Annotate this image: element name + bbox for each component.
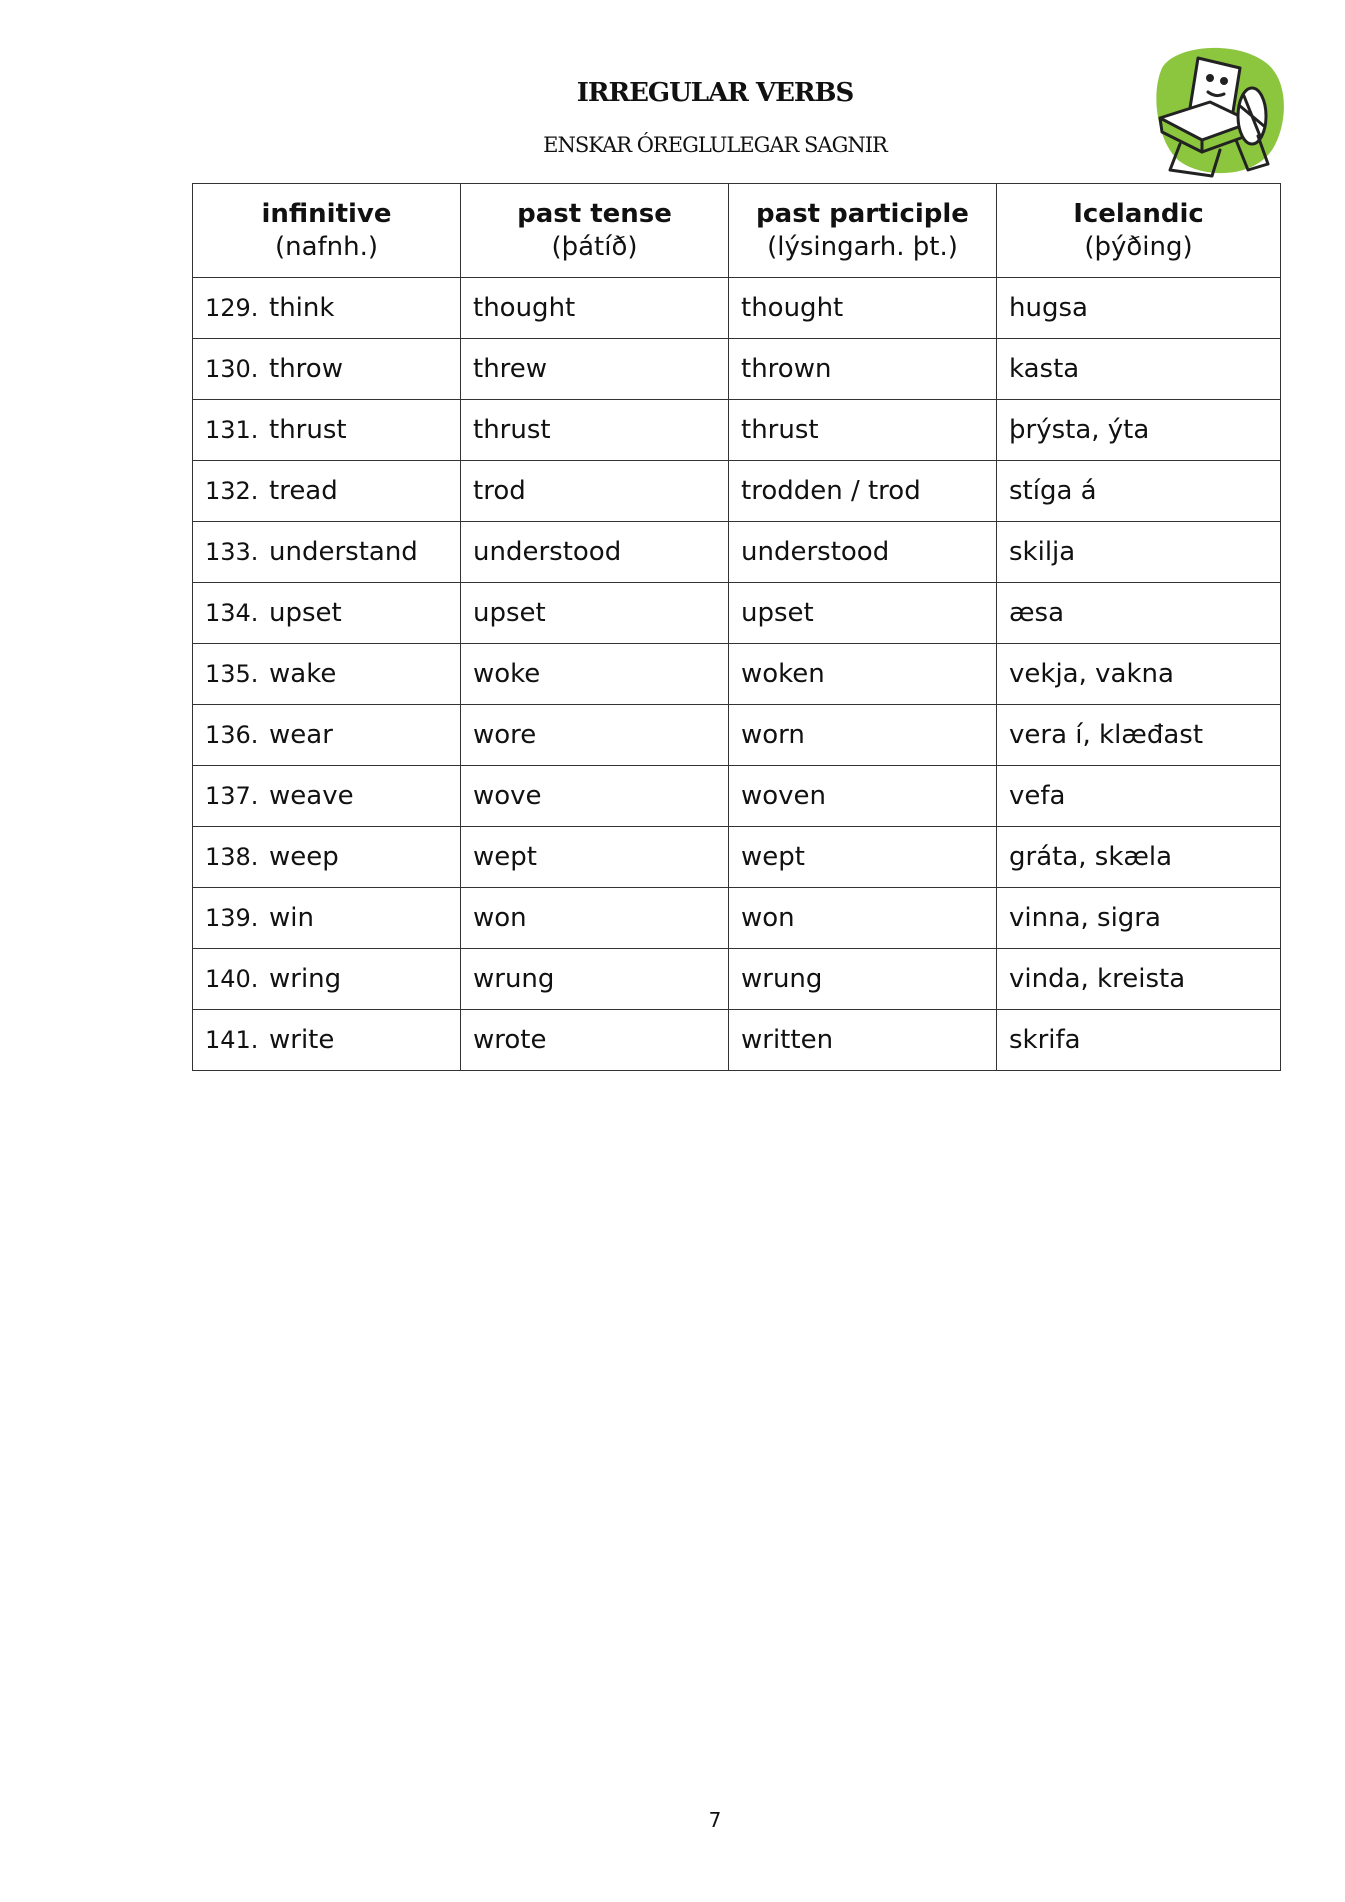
page-subtitle: ENSKAR ÓREGLULEGAR SAGNIR xyxy=(543,133,887,157)
row-number: 130. xyxy=(205,355,259,383)
cell-infinitive xyxy=(193,949,461,1010)
infinitive-text: win xyxy=(269,903,314,933)
table-row xyxy=(193,522,1281,583)
cell-icelandic: vinna, sigra xyxy=(997,888,1281,949)
infinitive-text: upset xyxy=(269,598,342,628)
row-number: 138. xyxy=(205,843,259,871)
header-icelandic xyxy=(997,184,1281,278)
cell-infinitive xyxy=(193,644,461,705)
cell-icelandic: þrýsta, ýta xyxy=(997,400,1281,461)
table-header-row xyxy=(193,184,1281,278)
infinitive-text: wake xyxy=(269,659,337,689)
cell-past-tense: wrung xyxy=(461,949,729,1010)
table-row xyxy=(193,400,1281,461)
cell-icelandic: stíga á xyxy=(997,461,1281,522)
table-row xyxy=(193,339,1281,400)
row-number: 139. xyxy=(205,904,259,932)
cell-past-participle: wept xyxy=(729,827,997,888)
cell-past-participle: thought xyxy=(729,278,997,339)
infinitive-text: wring xyxy=(269,964,342,994)
infinitive-text: write xyxy=(269,1025,335,1055)
cell-past-tense: understood xyxy=(461,522,729,583)
row-number: 133. xyxy=(205,538,259,566)
cell-past-participle: woken xyxy=(729,644,997,705)
cell-past-participle: woven xyxy=(729,766,997,827)
table-row xyxy=(193,827,1281,888)
cell-infinitive xyxy=(193,400,461,461)
row-number: 135. xyxy=(205,660,259,688)
cell-past-participle: thrust xyxy=(729,400,997,461)
cell-infinitive xyxy=(193,1010,461,1071)
table-row xyxy=(193,888,1281,949)
cell-past-tense: won xyxy=(461,888,729,949)
cell-past-tense: wove xyxy=(461,766,729,827)
infinitive-text: weep xyxy=(269,842,339,872)
header-infinitive xyxy=(193,184,461,278)
row-number: 131. xyxy=(205,416,259,444)
cell-past-participle: worn xyxy=(729,705,997,766)
cell-infinitive xyxy=(193,827,461,888)
cell-icelandic: vefa xyxy=(997,766,1281,827)
cell-icelandic: kasta xyxy=(997,339,1281,400)
table-row xyxy=(193,1010,1281,1071)
cell-icelandic: skilja xyxy=(997,522,1281,583)
irregular-verbs-table xyxy=(192,183,1281,1071)
row-number: 140. xyxy=(205,965,259,993)
table-row xyxy=(193,461,1281,522)
row-number: 134. xyxy=(205,599,259,627)
header-label: past participle xyxy=(756,198,969,229)
cell-past-tense: trod xyxy=(461,461,729,522)
row-number: 141. xyxy=(205,1026,259,1054)
table-row xyxy=(193,766,1281,827)
table-row xyxy=(193,949,1281,1010)
header-sublabel: (þýðing) xyxy=(1084,231,1193,262)
cell-past-tense: thrust xyxy=(461,400,729,461)
infinitive-text: understand xyxy=(269,537,418,567)
cell-past-tense: wore xyxy=(461,705,729,766)
header-sublabel: (lýsingarh. þt.) xyxy=(767,231,958,262)
cell-past-tense: wept xyxy=(461,827,729,888)
page-title: IRREGULAR VERBS xyxy=(576,78,854,108)
infinitive-text: wear xyxy=(269,720,333,750)
row-number: 132. xyxy=(205,477,259,505)
cell-infinitive xyxy=(193,583,461,644)
cell-past-tense: woke xyxy=(461,644,729,705)
rolodex-card-file-icon xyxy=(1140,40,1290,185)
cell-past-participle: written xyxy=(729,1010,997,1071)
infinitive-text: tread xyxy=(269,476,338,506)
cell-infinitive xyxy=(193,705,461,766)
header-sublabel: (nafnh.) xyxy=(274,231,379,262)
row-number: 137. xyxy=(205,782,259,810)
cell-past-tense: upset xyxy=(461,583,729,644)
cell-icelandic: vekja, vakna xyxy=(997,644,1281,705)
header-label: Icelandic xyxy=(1073,198,1204,229)
header-label: past tense xyxy=(517,198,672,229)
infinitive-text: thrust xyxy=(269,415,347,445)
cell-past-participle: thrown xyxy=(729,339,997,400)
header-past-participle xyxy=(729,184,997,278)
table-row xyxy=(193,278,1281,339)
cell-past-participle: trodden / trod xyxy=(729,461,997,522)
cell-past-tense: thought xyxy=(461,278,729,339)
table-row xyxy=(193,705,1281,766)
cell-icelandic: vinda, kreista xyxy=(997,949,1281,1010)
cell-past-tense: threw xyxy=(461,339,729,400)
infinitive-text: throw xyxy=(269,354,343,384)
cell-past-participle: won xyxy=(729,888,997,949)
row-number: 136. xyxy=(205,721,259,749)
header-label: infinitive xyxy=(261,198,392,229)
infinitive-text: think xyxy=(269,293,335,323)
cell-infinitive xyxy=(193,766,461,827)
cell-infinitive xyxy=(193,339,461,400)
cell-icelandic: æsa xyxy=(997,583,1281,644)
table-row xyxy=(193,583,1281,644)
cell-past-participle: upset xyxy=(729,583,997,644)
row-number: 129. xyxy=(205,294,259,322)
header-sublabel: (þátíð) xyxy=(551,231,638,262)
cell-icelandic: vera í, klæđast xyxy=(997,705,1281,766)
header-past-tense xyxy=(461,184,729,278)
cell-infinitive xyxy=(193,461,461,522)
cell-past-tense: wrote xyxy=(461,1010,729,1071)
infinitive-text: weave xyxy=(269,781,354,811)
cell-past-participle: understood xyxy=(729,522,997,583)
page-number: 7 xyxy=(708,1808,722,1832)
cell-icelandic: skrifa xyxy=(997,1010,1281,1071)
table-row xyxy=(193,644,1281,705)
cell-infinitive xyxy=(193,888,461,949)
cell-icelandic: hugsa xyxy=(997,278,1281,339)
cell-icelandic: gráta, skæla xyxy=(997,827,1281,888)
cell-past-participle: wrung xyxy=(729,949,997,1010)
cell-infinitive xyxy=(193,278,461,339)
cell-infinitive xyxy=(193,522,461,583)
